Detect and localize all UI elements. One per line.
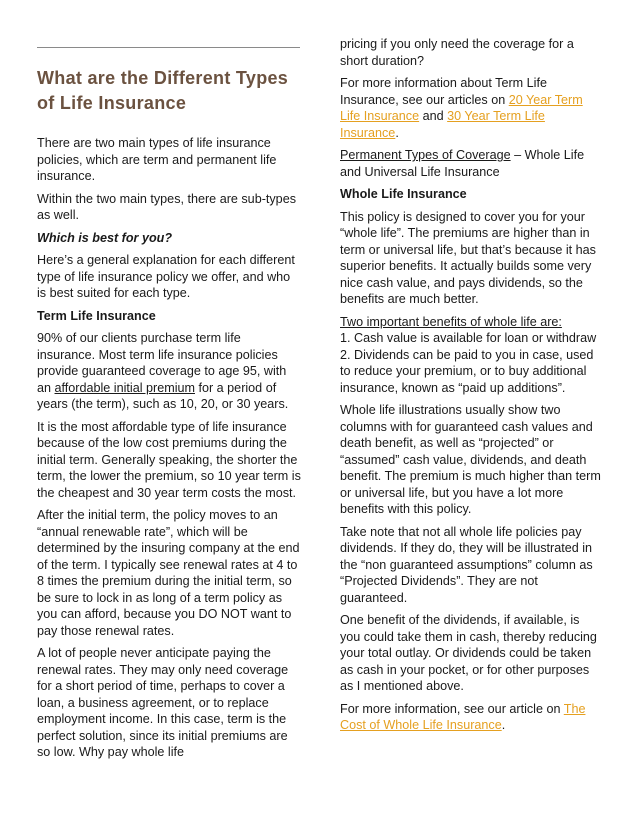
subtypes-paragraph: Within the two main types, there are sub-types as well. [37,191,296,222]
benefit-item-2: 2. Dividends can be paid to you in case, used to reduce your premium, or to buy additional insurance, known as “paid up additions”. [340,347,594,395]
affordable-premium-text: affordable initial premium [54,380,195,395]
term-more-info-paragraph [340,75,602,141]
term-clients-text: 90% of our clients purchase term life insurance. Most term life insurance policies provide guaranteed coverage to age 95, with an [37,331,287,395]
term-life-heading: Term Life Insurance [37,308,156,323]
left-column [37,135,302,767]
link-20-year-term[interactable]: 20 Year Term Life Insurance [340,92,583,123]
link-30-year-term[interactable]: 30 Year Term Life Insurance [340,109,545,140]
benefit-item-1: 1. Cash value is available for loan or withdraw [340,331,597,345]
whole-life-more-info-paragraph [340,701,602,734]
renewal-anticipate-paragraph: A lot of people never anticipate paying the renewal rates. They may only need coverage for a short period of time, perhaps to cover a loan, a business agreement, or to replace employment income. In this case, term is the perfect solution, since its initial premiums are so low. Why pay whole life [37,646,289,759]
affordable-paragraph: It is the most affordable type of life insurance because of the low cost premiums during the initial term. Generally speaking, the shorter the term, the lower the premium, so 10 year term is the cheapest and 30 year term costs the most. [37,419,301,500]
explanation-paragraph: Here’s a general explanation for each different type of life insurance policy we offer, and who is best suited for each type. [37,253,295,300]
term-clients-text-end: for a period of years (the term), such as 10, 20, or 30 years. [37,380,289,411]
which-best-heading: Which is best for you? [37,230,173,245]
whole-life-paragraph: This policy is designed to cover you for your “whole life”. The premiums are higher than in term or universal life, but that’s because it has superior benefits. It actually builds some very nice cash value, and pays dividends, so the benefits are much better. [340,209,596,306]
dividends-note-paragraph: Take note that not all whole life policies pay dividends. If they do, they will be illustrated in the “non guaranteed assumptions” column as “Projected Dividends”. They are not guaranteed. [340,524,593,605]
final-period-text: . [501,718,506,732]
intro-paragraph: There are two main types of life insurance policies, which are term and permanent life insurance. [37,136,277,183]
link-cost-of-whole-life[interactable]: The Cost of Whole Life Insurance [340,701,586,732]
page-title: What are the Different Types of Life Insurance [37,68,289,113]
term-more-info-text: For more information about Term Life Insurance, see our articles on [340,76,547,107]
right-column [340,36,602,740]
pricing-continuation: pricing if you only need the coverage for a short duration? [340,37,574,68]
heading-rule [37,47,300,48]
benefits-block [340,314,602,397]
period-text: . [395,125,399,140]
dividends-benefit-paragraph: One benefit of the dividends, if available, is you could take them in cash, thereby reducing your total outlay. Or dividends could be taken as cash in your pocket, or for other purposes as I mentioned above. [340,613,597,693]
benefits-heading: Two important benefits of whole life are: [340,314,562,329]
permanent-coverage-text: – Whole Life and Universal Life Insurance [340,148,585,179]
whole-life-heading: Whole Life Insurance [340,187,467,201]
and-text: and [419,109,448,123]
term-clients-paragraph [37,330,302,413]
whole-life-more-info-text: For more information, see our article on [340,701,564,716]
illustrations-paragraph: Whole life illustrations usually show two columns with for guaranteed cash values and death benefit, as well as “projected” or “assumed” cash value, dividends, and death benefit. The premium is much higher than term or universal life, but you have a lot more benefits with this policy. [340,403,601,516]
permanent-coverage-paragraph [340,147,602,180]
renewal-rate-paragraph: After the initial term, the policy moves to an “annual renewable rate”, which will be determined by the insuring company at the end of the term. I typically see renewal rates at 4 to 8 times the premium during the initial term, so be sure to lock in as long of a term policy as you can afford, because you DO NOT want to pay those renewal rates. [37,508,300,638]
permanent-coverage-heading: Permanent Types of Coverage [340,148,511,162]
